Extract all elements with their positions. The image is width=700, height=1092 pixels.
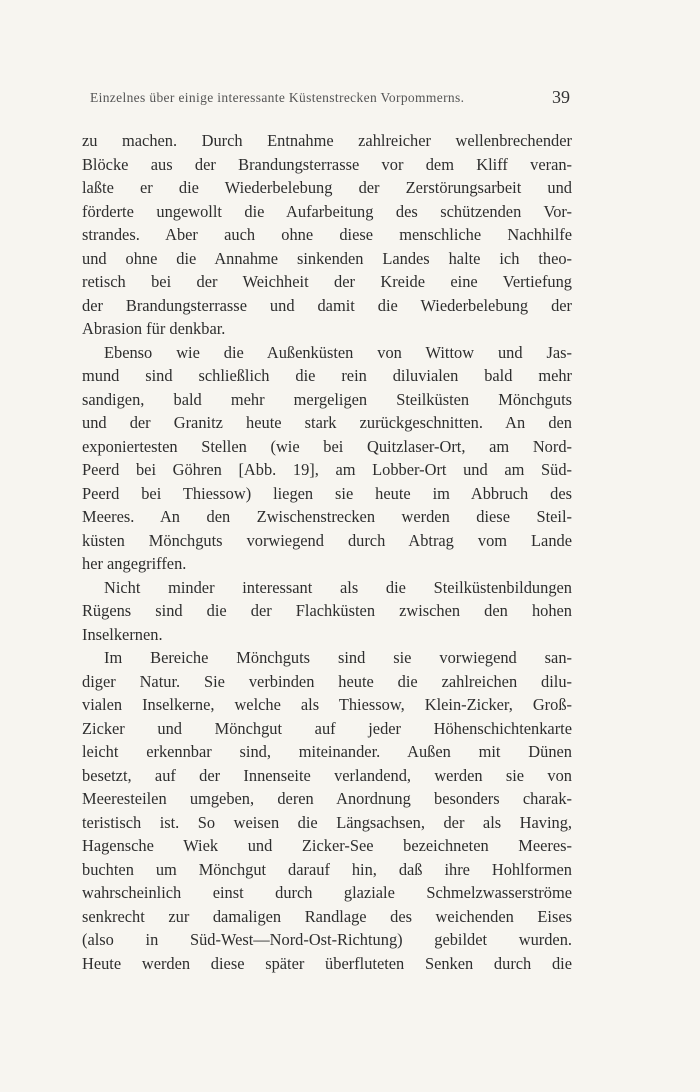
text-line: küsten Mönchguts vorwiegend durch Abtrag vom Lande xyxy=(82,530,572,550)
text-line: mund sind schließlich die rein diluvialen bald mehr xyxy=(82,366,572,385)
text-line: Hagensche Wiek und Zicker-See bezeichneten Meeres- xyxy=(82,836,572,855)
text-line: und ohne die Annahme sinkenden Landes halte ich theo- xyxy=(82,248,572,268)
text-line: (also in Süd-West—Nord-Ost-Richtung) gebildet wurden. xyxy=(82,930,572,949)
text-line: Heute werden diese später überfluteten Senken durch die xyxy=(82,953,572,973)
text-line: teristisch ist. So weisen die Längsachsen, der als Having, xyxy=(82,812,572,832)
running-title: Einzelnes über einige interessante Küstenstrecken Vorpommerns. xyxy=(90,90,465,105)
text-line: leicht erkennbar sind, miteinander. Außen mit Dünen xyxy=(82,742,572,761)
text-line: Blöcke aus der Brandungsterrasse vor dem Kliff veran- xyxy=(82,154,572,174)
text-line: förderte ungewollt die Aufarbeitung des schützenden Vor- xyxy=(82,201,572,221)
text-line: Ebenso wie die Außenküsten von Wittow und Jas- xyxy=(104,342,572,362)
text-line: buchten um Mönchgut darauf hin, daß ihre Hohlformen xyxy=(82,859,572,879)
text-line: laßte er die Wiederbelebung der Zerstörungsarbeit und xyxy=(82,178,572,197)
text-line: sandigen, bald mehr mergeligen Steilküsten Mönchguts xyxy=(82,389,572,409)
text-line: diger Natur. Sie verbinden heute die zahlreichen dilu- xyxy=(82,671,572,691)
text-line: vialen Inselkerne, welche als Thiessow, Klein-Zicker, Groß- xyxy=(82,695,572,714)
text-line: Zicker und Mönchgut auf jeder Höhenschichtenkarte xyxy=(82,718,572,738)
text-line: her angegriffen. xyxy=(82,554,187,573)
text-line: Nicht minder interessant als die Steilküstenbildungen xyxy=(104,577,572,597)
text-line: besetzt, auf der Innenseite verlandend, werden sie von xyxy=(82,765,572,785)
text-line: Inselkernen. xyxy=(82,624,163,644)
text-line: Rügens sind die der Flachküsten zwischen den hohen xyxy=(82,601,572,620)
body-text xyxy=(82,129,572,975)
page-number: 39 xyxy=(552,87,570,107)
page-header xyxy=(82,87,570,110)
text-line: Im Bereiche Mönchguts sind sie vorwiegend san- xyxy=(104,648,572,667)
text-line: der Brandungsterrasse und damit die Wiederbelebung der xyxy=(82,295,572,315)
text-line: senkrecht zur damaligen Randlage des weichenden Eises xyxy=(82,906,572,926)
text-line: strandes. Aber auch ohne diese menschliche Nachhilfe xyxy=(82,225,572,244)
text-line: Peerd bei Göhren [Abb. 19], am Lobber-Ort und am Süd- xyxy=(82,460,572,479)
text-line: retisch bei der Weichheit der Kreide eine Vertiefung xyxy=(82,272,572,291)
text-line: Abrasion für denkbar. xyxy=(82,319,226,338)
text-line: und der Granitz heute stark zurückgeschnitten. An den xyxy=(82,413,572,432)
text-line: wahrscheinlich einst durch glaziale Schmelzwasserströme xyxy=(82,883,572,902)
text-line: Meeresteilen umgeben, deren Anordnung besonders charak- xyxy=(82,789,572,808)
text-line: Peerd bei Thiessow) liegen sie heute im Abbruch des xyxy=(82,483,572,503)
text-line: exponiertesten Stellen (wie bei Quitzlaser-Ort, am Nord- xyxy=(82,436,572,456)
text-line: zu machen. Durch Entnahme zahlreicher wellenbrechender xyxy=(82,131,572,150)
text-line: Meeres. An den Zwischenstrecken werden diese Steil- xyxy=(82,507,572,526)
